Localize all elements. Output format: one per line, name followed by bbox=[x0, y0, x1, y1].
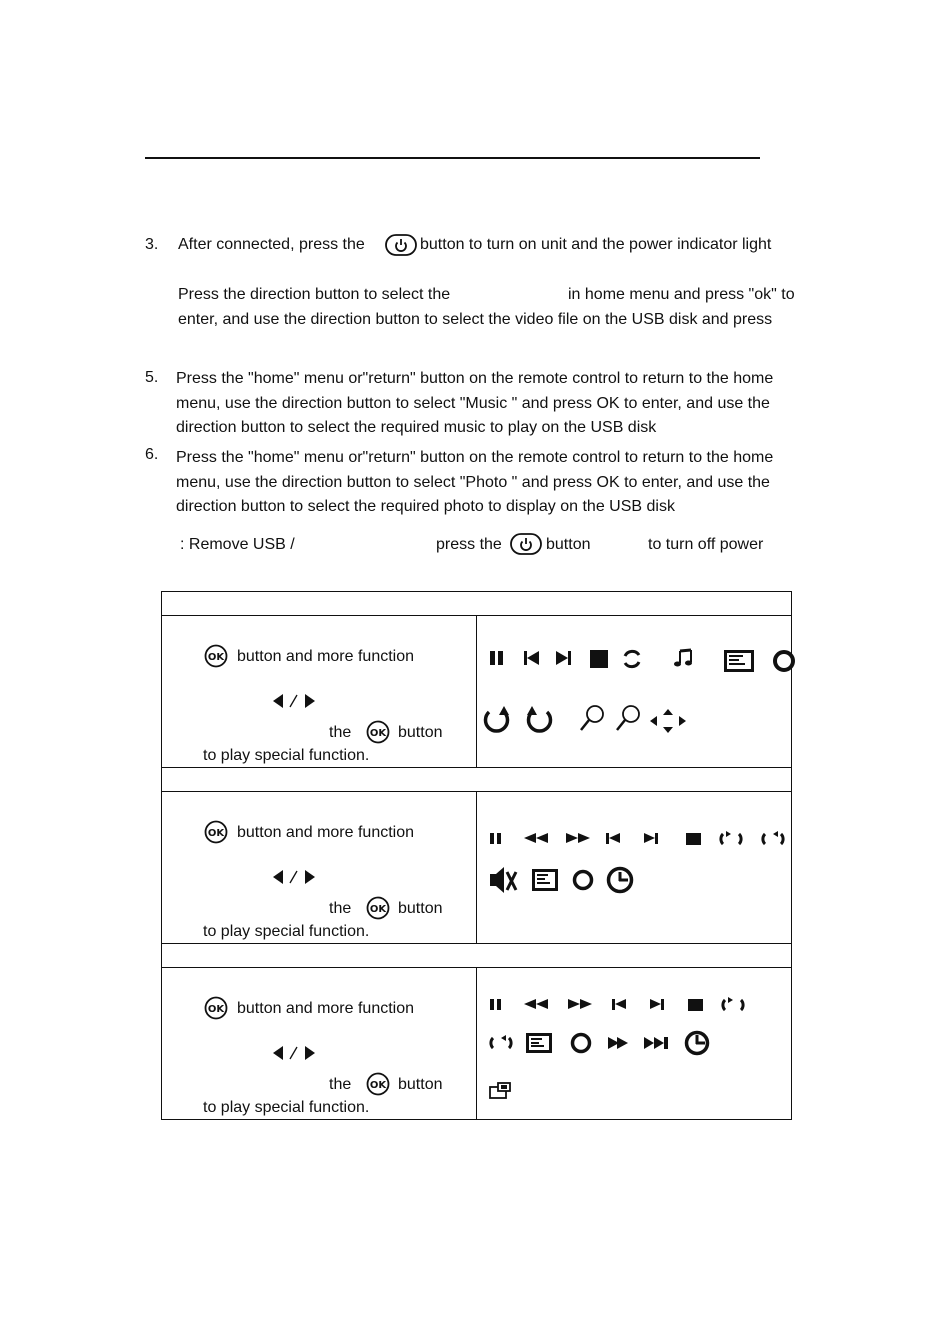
ok-icon bbox=[366, 896, 390, 920]
section-1-icons bbox=[477, 616, 792, 768]
svg-text:OK: OK bbox=[207, 652, 225, 663]
svg-text:OK: OK bbox=[369, 904, 387, 915]
next-track-icon bbox=[643, 832, 661, 846]
svg-text:OK: OK bbox=[207, 1004, 225, 1015]
subtitle-icon bbox=[525, 1032, 553, 1054]
svg-text:OK: OK bbox=[369, 728, 387, 739]
step-6-line: direction button to select the required photo to display on the USB disk bbox=[176, 498, 675, 515]
step-6-paragraph bbox=[176, 446, 773, 520]
svg-text:OK: OK bbox=[207, 828, 225, 839]
step-3-number: 3. bbox=[145, 236, 159, 253]
function-table bbox=[161, 591, 792, 1120]
rewind-icon bbox=[523, 832, 551, 846]
table-header-row-1 bbox=[162, 592, 792, 616]
special-function-text: to play special function. bbox=[203, 1099, 370, 1116]
section-1-instructions bbox=[162, 616, 477, 768]
step-6-line: Press the "home" menu or"return" button on the remote control to return to the home bbox=[176, 449, 774, 466]
repeat-all-icon bbox=[759, 830, 787, 848]
special-function-text: to play special function. bbox=[203, 923, 370, 940]
prev-track-icon bbox=[605, 832, 623, 846]
step-5-line: direction button to select the required music to play on the USB disk bbox=[176, 419, 657, 436]
rewind-icon bbox=[523, 998, 551, 1012]
subtitle-icon bbox=[723, 649, 755, 673]
circle-icon bbox=[569, 1032, 593, 1054]
next-track-icon bbox=[555, 650, 573, 666]
step-6-line: menu, use the direction button to select "Photo " and press OK to enter, and use the bbox=[176, 473, 770, 491]
the-text: the bbox=[329, 900, 352, 917]
ok-icon bbox=[366, 1072, 390, 1096]
step-6-number: 6. bbox=[145, 446, 159, 463]
remove-usb-text: : Remove USB / bbox=[180, 536, 295, 553]
clock-icon bbox=[605, 866, 635, 894]
circle-icon bbox=[771, 649, 797, 673]
stop-icon bbox=[685, 832, 703, 846]
step-4-line1-a: Press the direction button to select the bbox=[178, 286, 451, 303]
zoom-out-icon bbox=[615, 704, 641, 732]
play-icon bbox=[607, 1036, 633, 1052]
remove-power-off-text: to turn off power bbox=[648, 536, 764, 553]
section-2-icons bbox=[477, 792, 792, 944]
the-text: the bbox=[329, 724, 352, 741]
power-icon bbox=[510, 533, 542, 555]
section-3-instructions bbox=[162, 968, 477, 1120]
step-3-text-after: button to turn on unit and the power indicator light bbox=[420, 236, 772, 253]
the-text: the bbox=[329, 1076, 352, 1093]
circle-icon bbox=[571, 868, 595, 892]
picture-in-picture-icon bbox=[489, 1082, 513, 1100]
ok-line-text: button and more function bbox=[237, 824, 415, 841]
skip-end-icon bbox=[643, 1036, 671, 1052]
ok-icon bbox=[366, 720, 390, 744]
step-5-number: 5. bbox=[145, 369, 159, 386]
repeat-all-icon bbox=[487, 1034, 515, 1052]
step-5-paragraph bbox=[176, 367, 773, 441]
ok-line-text: button and more function bbox=[237, 1000, 415, 1017]
repeat-one-icon bbox=[717, 830, 745, 848]
music-note-icon bbox=[673, 648, 695, 668]
stop-icon bbox=[589, 649, 609, 669]
remove-button-text: button bbox=[546, 536, 591, 553]
zoom-in-icon bbox=[579, 704, 605, 732]
step-4-line1-b: in home menu and press "ok" to bbox=[568, 286, 795, 303]
mute-icon bbox=[489, 866, 519, 894]
button-text: button bbox=[398, 1076, 443, 1093]
ok-line-text: button and more function bbox=[237, 648, 415, 665]
prev-track-icon bbox=[611, 998, 629, 1012]
power-icon bbox=[385, 234, 417, 256]
pause-icon bbox=[489, 832, 503, 846]
fast-forward-icon bbox=[567, 998, 595, 1012]
special-function-text: to play special function. bbox=[203, 747, 370, 764]
left-right-arrows-icon bbox=[272, 1044, 316, 1067]
rotate-right-icon bbox=[525, 704, 555, 734]
header-rule bbox=[145, 157, 760, 159]
button-text: button bbox=[398, 900, 443, 917]
step-3-text-before: After connected, press the bbox=[178, 236, 365, 253]
svg-text:OK: OK bbox=[369, 1080, 387, 1091]
left-right-arrows-icon bbox=[272, 692, 316, 715]
section-2-instructions bbox=[162, 792, 477, 944]
table-header-row-3 bbox=[162, 944, 792, 968]
prev-track-icon bbox=[523, 650, 541, 666]
pause-icon bbox=[489, 998, 503, 1012]
step-5-line: Press the "home" menu or"return" button on the remote control to return to the home bbox=[176, 370, 774, 387]
button-text: button bbox=[398, 724, 443, 741]
next-track-icon bbox=[649, 998, 667, 1012]
step-5-line: menu, use the direction button to select "Music " and press OK to enter, and use the bbox=[176, 394, 770, 412]
ok-icon bbox=[204, 644, 228, 668]
ok-icon bbox=[204, 996, 228, 1020]
rotate-left-icon bbox=[481, 704, 511, 734]
remove-press-text: press the bbox=[436, 536, 502, 553]
left-right-arrows-icon bbox=[272, 868, 316, 891]
pause-icon bbox=[489, 650, 505, 666]
repeat-one-icon bbox=[719, 996, 747, 1014]
stop-icon bbox=[687, 998, 705, 1012]
ok-icon bbox=[204, 820, 228, 844]
section-3-icons bbox=[477, 968, 792, 1120]
clock-icon bbox=[683, 1030, 711, 1056]
subtitle-icon bbox=[531, 868, 559, 892]
fast-forward-icon bbox=[565, 832, 593, 846]
repeat-icon bbox=[621, 648, 643, 670]
step-4-line2: enter, and use the direction button to select the video file on the USB disk and press bbox=[178, 311, 773, 328]
move-arrows-icon bbox=[649, 708, 687, 734]
table-header-row-2 bbox=[162, 768, 792, 792]
